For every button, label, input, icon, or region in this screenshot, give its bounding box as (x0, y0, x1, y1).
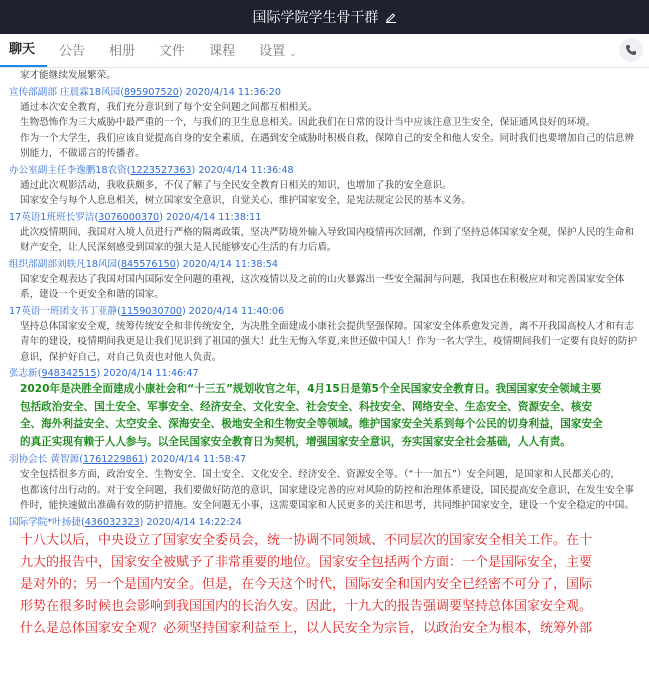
message-text: 2020年是决胜全面建成小康社会和“十三五”规划收官之年，4月15日是第5个全民国家安全教育日。我国国家安全领域主要 (20, 383, 602, 395)
sender-qq-link[interactable]: 895907520 (123, 86, 179, 98)
message-text: 别能力，不做谣言的传播者。 (20, 148, 145, 159)
phone-call-button[interactable] (619, 38, 643, 62)
chat-messages[interactable] (0, 68, 649, 686)
message-sender[interactable]: 羽协会长 黄智源(1761229861) 2020/4/14 11:58:47 (9, 454, 247, 465)
message-text: 作为一个大学生，我们应该自觉提高自身的安全素质，在遇到安全威胁时积极自救，保障自己的安全和他人安全。同时我们也要增加自己的信息辨 (20, 132, 634, 144)
chat-message (9, 211, 643, 256)
chevron-down-icon: ⌄ (289, 49, 297, 59)
phone-icon (625, 41, 637, 60)
message-sender[interactable]: 办公室副主任李逸鹏18农资(1223527363) 2020/4/14 11:36:48 (9, 164, 294, 176)
message-text: 的真正实现有赖于人人参与。以全民国家安全教育日为契机，增强国家安全意识，夯实国家安全社会基础，人人有责。 (20, 435, 571, 448)
message-text: 财产安全，让人民深刻感受到国家的强大是人民能够安心生活的有力后盾。 (20, 242, 337, 253)
message-text: 包括政治安全、国土安全、军事安全、经济安全、文化安全、社会安全、科技安全、网络安全、生态安全、资源安全、核安 (20, 400, 593, 413)
message-text: 坚持总体国家安全观，统筹传统安全和非传统安全，为决胜全面建成小康社会提供坚强保障。国家安全体系愈发完善，离不开我国高校人才和有志 (20, 320, 634, 332)
chat-message (9, 516, 643, 640)
message-text: 十八大以后，中央设立了国家安全委员会，统一协调不同领域、不同层次的国家安全相关工作。在十 (20, 532, 593, 548)
message-text: 也都该付出行动的。对于安全问题，我们要做好防范的意识，国家建设完善的应对风险的防控和治理体系建设，国民提高安全意识，在发生安全事 (20, 484, 634, 496)
message-text: 此次疫情期间，我国对入境人员进行严格的隔离政策，坚决严防境外输入导致国内疫情再次回潮，作到了坚持总体国家安全观，保护人民的生命和 (20, 226, 634, 238)
chat-message (9, 453, 643, 514)
message-text: 通过本次安全教育，我们充分意识到了每个安全问题之间都互相相关。 (20, 101, 318, 113)
message-sender[interactable]: 组织部副部刘轶凡18风园(845576150) 2020/4/14 11:38:54 (9, 258, 278, 270)
tab-announcement[interactable]: 公告 (59, 44, 86, 59)
message-text: 安全包括很多方面，政治安全、生物安全、国土安全、文化安全、经济安全、资源安全等。（“十一加五”）安全问题，是国家和人民都关心的， (20, 469, 620, 480)
chat-message (9, 68, 643, 84)
tab-settings[interactable]: 设置 ⌄ (259, 44, 297, 59)
message-text: 什么是总体国家安全观？必须坚持国家利益至上，以人民安全为宗旨，以政治安全为根本，统筹外部 (20, 620, 593, 636)
message-text: 国家安全观表达了我国对国内国际安全问题的重视，这次疫情以及之前的山火暴露出一些安全漏洞与问题，我国也在积极应对和完善国家安全体 (20, 273, 625, 285)
chat-message (9, 164, 643, 209)
chat-message (9, 86, 643, 162)
sender-qq-link[interactable]: 3076000370 (98, 211, 160, 223)
tab-courses[interactable]: 课程 (209, 44, 236, 59)
message-sender[interactable]: 17英语1班班长罗洁(3076000370) 2020/4/14 11:38:11 (9, 211, 262, 223)
message-sender[interactable]: 17英语一班团支书丁亚静(1159030700) 2020/4/14 11:40:06 (9, 305, 285, 317)
message-text: 九大的报告中，国家安全被赋予了非常重要的地位。国家安全包括两个方面：一个是国际安全，主要 (20, 554, 593, 570)
tab-album[interactable]: 相册 (109, 44, 136, 59)
message-text: 全、海外利益安全、太空安全、深海安全、极地安全和生物安全等领域。维护国家安全关系到每个公民的切身利益，国家安全 (20, 418, 603, 430)
message-text: 国家安全与每个人息息相关，树立国家安全意识，自觉关心、维护国家安全，是宪法规定公民的基本义务。 (20, 195, 471, 206)
chat-message (9, 367, 643, 451)
message-text: 系，建设一个更安全和谐的国家。 (20, 289, 164, 300)
message-text: 家才能继续发展繁荣。 (20, 70, 116, 81)
sender-qq-link[interactable]: 948342515 (41, 368, 97, 379)
sender-qq-link[interactable]: 1761229861 (82, 454, 144, 465)
message-sender[interactable]: 张志新(948342515) 2020/4/14 11:46:47 (9, 368, 199, 379)
message-sender[interactable]: 国际学院*叶扬捷(436032323) 2020/4/14 14:22:24 (9, 516, 242, 528)
message-text: 生物恐怖作为三大威胁中最严重的一个，与我们的卫生息息相关。因此我们在日常的设计当中应该注意卫生安全，保证通风良好的环境。 (20, 117, 596, 128)
window-titlebar (0, 0, 649, 34)
chat-message (9, 258, 643, 303)
message-text: 通过此次观影活动，我收获颇多，不仅了解了与全民安全教育日相关的知识，也增加了我的安全意识。 (20, 179, 452, 191)
message-text: 青年的建设，疫情期间我更是让我们见识到了祖国的强大！此生无悔入华夏,来世还做中国人！作为一名大学生，疫情期间我们一定要有良好的防护 (20, 336, 638, 347)
message-sender[interactable]: 宣传部副部 庄晨霖18风园(895907520) 2020/4/14 11:36:20 (9, 86, 281, 98)
edit-icon[interactable] (385, 11, 397, 23)
sender-qq-link[interactable]: 1223527363 (130, 164, 192, 176)
sender-qq-link[interactable]: 1159030700 (120, 305, 182, 317)
tab-bar (0, 34, 649, 68)
tab-files[interactable]: 文件 (159, 44, 186, 59)
window-title: 国际学院学生骨干群 (252, 10, 379, 26)
message-text: 意识，保护好自己，对自己负责也对他人负责。 (20, 351, 222, 363)
sender-qq-link[interactable]: 845576150 (120, 258, 176, 270)
message-text: 形势在很多时候也会影响到我国国内的长治久安。因此，十九大的报告强调要坚持总体国家安全观。 (20, 598, 593, 614)
tab-chat[interactable]: 聊天 (0, 33, 47, 67)
message-text: 是对外的；另一个是国内安全。但是，在今天这个时代，国际安全和国内安全已经密不可分了，国际 (20, 576, 593, 592)
message-text: 件时，能快速做出准确有效的防护措施。安全问题无小事，这需要国家和人民更多的关注和思考，共同维护国家安全，建设一个安全稳定的中国。 (20, 500, 634, 511)
sender-qq-link[interactable]: 436032323 (84, 516, 140, 528)
chat-message (9, 305, 643, 366)
